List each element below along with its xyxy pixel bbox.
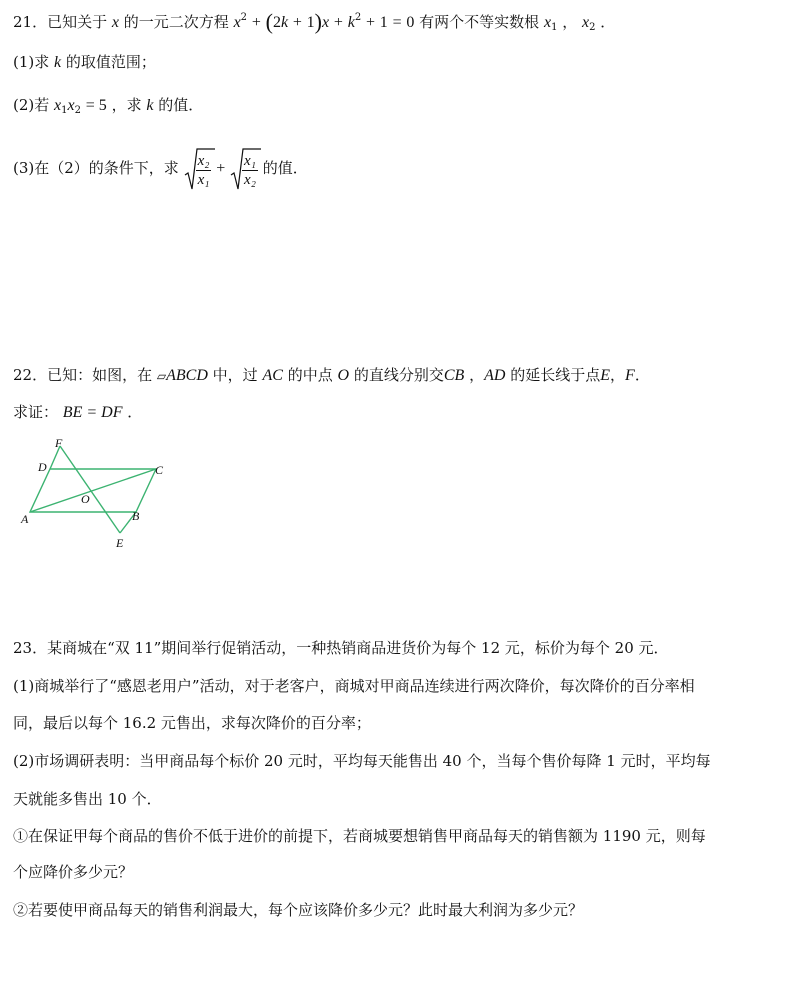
q22-ad: AD [484, 367, 506, 384]
eq-sq: 2 [354, 12, 362, 23]
q21-part2-mid: ，求 [111, 96, 142, 114]
q21-part3 [13, 143, 308, 194]
frac1-denominator: x₁ [197, 171, 210, 188]
eq-x: x [233, 14, 241, 31]
eq-plus: + [292, 14, 302, 31]
q21-lead: 21．已知关于 [13, 13, 108, 31]
eq-rparen: ) [314, 9, 322, 34]
q22-stem [13, 365, 650, 386]
q21-part2-var: k [146, 97, 154, 114]
q21-part1-suffix: 的取值范围； [65, 53, 156, 71]
q21-part1-var: k [54, 54, 62, 71]
label-d: D [38, 460, 47, 474]
q22-abcd: ABCD [166, 367, 208, 384]
q21-part2-eq: = 5 [85, 97, 107, 114]
q23-line5: 天就能多售出 10 个． [13, 790, 162, 808]
eq-k: k [347, 14, 355, 31]
label-c: C [155, 463, 164, 477]
parallelogram-icon: ▱ [156, 369, 167, 383]
eq-equals: = [392, 14, 402, 31]
q23-line8: ②若要使甲商品每天的销售利润最大，每个应该降价多少元？此时最大利润为多少元？ [13, 901, 584, 919]
q22-proof [13, 402, 142, 423]
q21-part1 [13, 52, 156, 73]
eq-one: 1 [379, 14, 388, 31]
eq-lparen: ( [265, 9, 273, 34]
q21-part2-suffix: 的值． [158, 96, 204, 114]
q22-proof-end: ． [127, 403, 143, 421]
q23-line4: (2)市场调研表明：当甲商品每个标价 20 元时，平均每天能售出 40 个，当每个售价每降 1 元时，平均每 [13, 752, 711, 770]
eq-k: k [280, 14, 289, 31]
q22-f: F [625, 367, 635, 384]
q21-stem [13, 8, 615, 38]
q23-line3: 同，最后以每个 16.2 元售出，求每次降价的百分率； [13, 714, 371, 732]
q21-part2-x2: x [67, 97, 75, 114]
q23-line7: 个应降价多少元？ [13, 863, 134, 881]
q21-part3-suffix: 的值． [262, 159, 308, 177]
q22-t1: 中，过 [212, 366, 258, 384]
label-a: A [21, 512, 29, 526]
q21-root2: x [582, 14, 590, 31]
q22-o: O [337, 367, 350, 384]
eq-x: x [322, 14, 330, 31]
q21-part3-prefix: (3)在（2）的条件下，求 [13, 159, 179, 177]
label-e: E [116, 536, 124, 550]
q22-cb: CB [443, 367, 465, 384]
frac1-numerator: x₂ [197, 152, 210, 169]
q21-part1-prefix: (1)求 [13, 53, 50, 71]
eq-sq: 2 [240, 12, 248, 23]
q21-var-x: x [111, 14, 119, 31]
sqrt-fraction-2 [230, 144, 258, 194]
parallelogram-figure [16, 434, 176, 554]
q22-proof-eq: BE = DF [62, 404, 123, 421]
frac2-denominator: x₂ [244, 171, 256, 188]
q22-t7: ． [634, 366, 650, 384]
q22-proof-prefix: 求证： [13, 403, 59, 421]
frac2-numerator: x₁ [244, 152, 256, 169]
q21-root2-sub: 2 [589, 22, 596, 33]
eq-coef: 2 [272, 14, 281, 31]
diagonal-ac [30, 469, 156, 512]
q22-e: E [600, 367, 611, 384]
label-o: O [81, 492, 90, 506]
q22-t3: 的直线分别交 [353, 366, 444, 384]
q21-equation [233, 9, 420, 34]
q21-comma: ， [562, 13, 578, 31]
q21-part2-x2-sub: 2 [74, 105, 81, 116]
q21-root1-sub: 1 [551, 22, 558, 33]
eq-plus: + [251, 14, 261, 31]
eq-plus: + [333, 14, 343, 31]
q22-ac: AC [262, 367, 283, 384]
q23-line6: ①在保证甲每个商品的售价不低于进价的前提下，若商城要想销售甲商品每天的销售额为 1190 元，则每 [13, 827, 706, 845]
q21-tail: 有两个不等实数根 [419, 13, 540, 31]
line-ef [60, 446, 120, 533]
eq-zero: 0 [406, 14, 415, 31]
q21-part2-x1-sub: 1 [61, 105, 68, 116]
q22-t2: 的中点 [287, 366, 333, 384]
q21-part2 [13, 95, 203, 121]
q21-part2-prefix: (2)若 [13, 96, 50, 114]
q21-mid: 的一元二次方程 [123, 13, 229, 31]
q22-lead: 22．已知：如图，在 [13, 366, 153, 384]
eq-one: 1 [306, 14, 315, 31]
q21-root1: x [543, 14, 552, 31]
q21-part3-plus: + [216, 160, 226, 177]
q22-t6: ， [610, 366, 626, 384]
q21-end: ． [600, 13, 616, 31]
q22-t5: 的延长线于点 [510, 366, 601, 384]
q21-part2-x1: x [54, 97, 62, 114]
q23-line2: (1)商城举行了“感恩老用户”活动，对于老客户，商城对甲商品连续进行两次降价，每次降价的百分率相 [13, 677, 695, 695]
label-b: B [132, 509, 140, 523]
label-f: F [55, 436, 63, 450]
eq-plus: + [365, 14, 375, 31]
q22-t4: ， [469, 366, 485, 384]
sqrt-fraction-1 [184, 144, 212, 194]
q23-line1: 23．某商城在“双 11”期间举行促销活动，一种热销商品进货价为每个 12 元，标价为每个 20 元． [13, 639, 669, 657]
